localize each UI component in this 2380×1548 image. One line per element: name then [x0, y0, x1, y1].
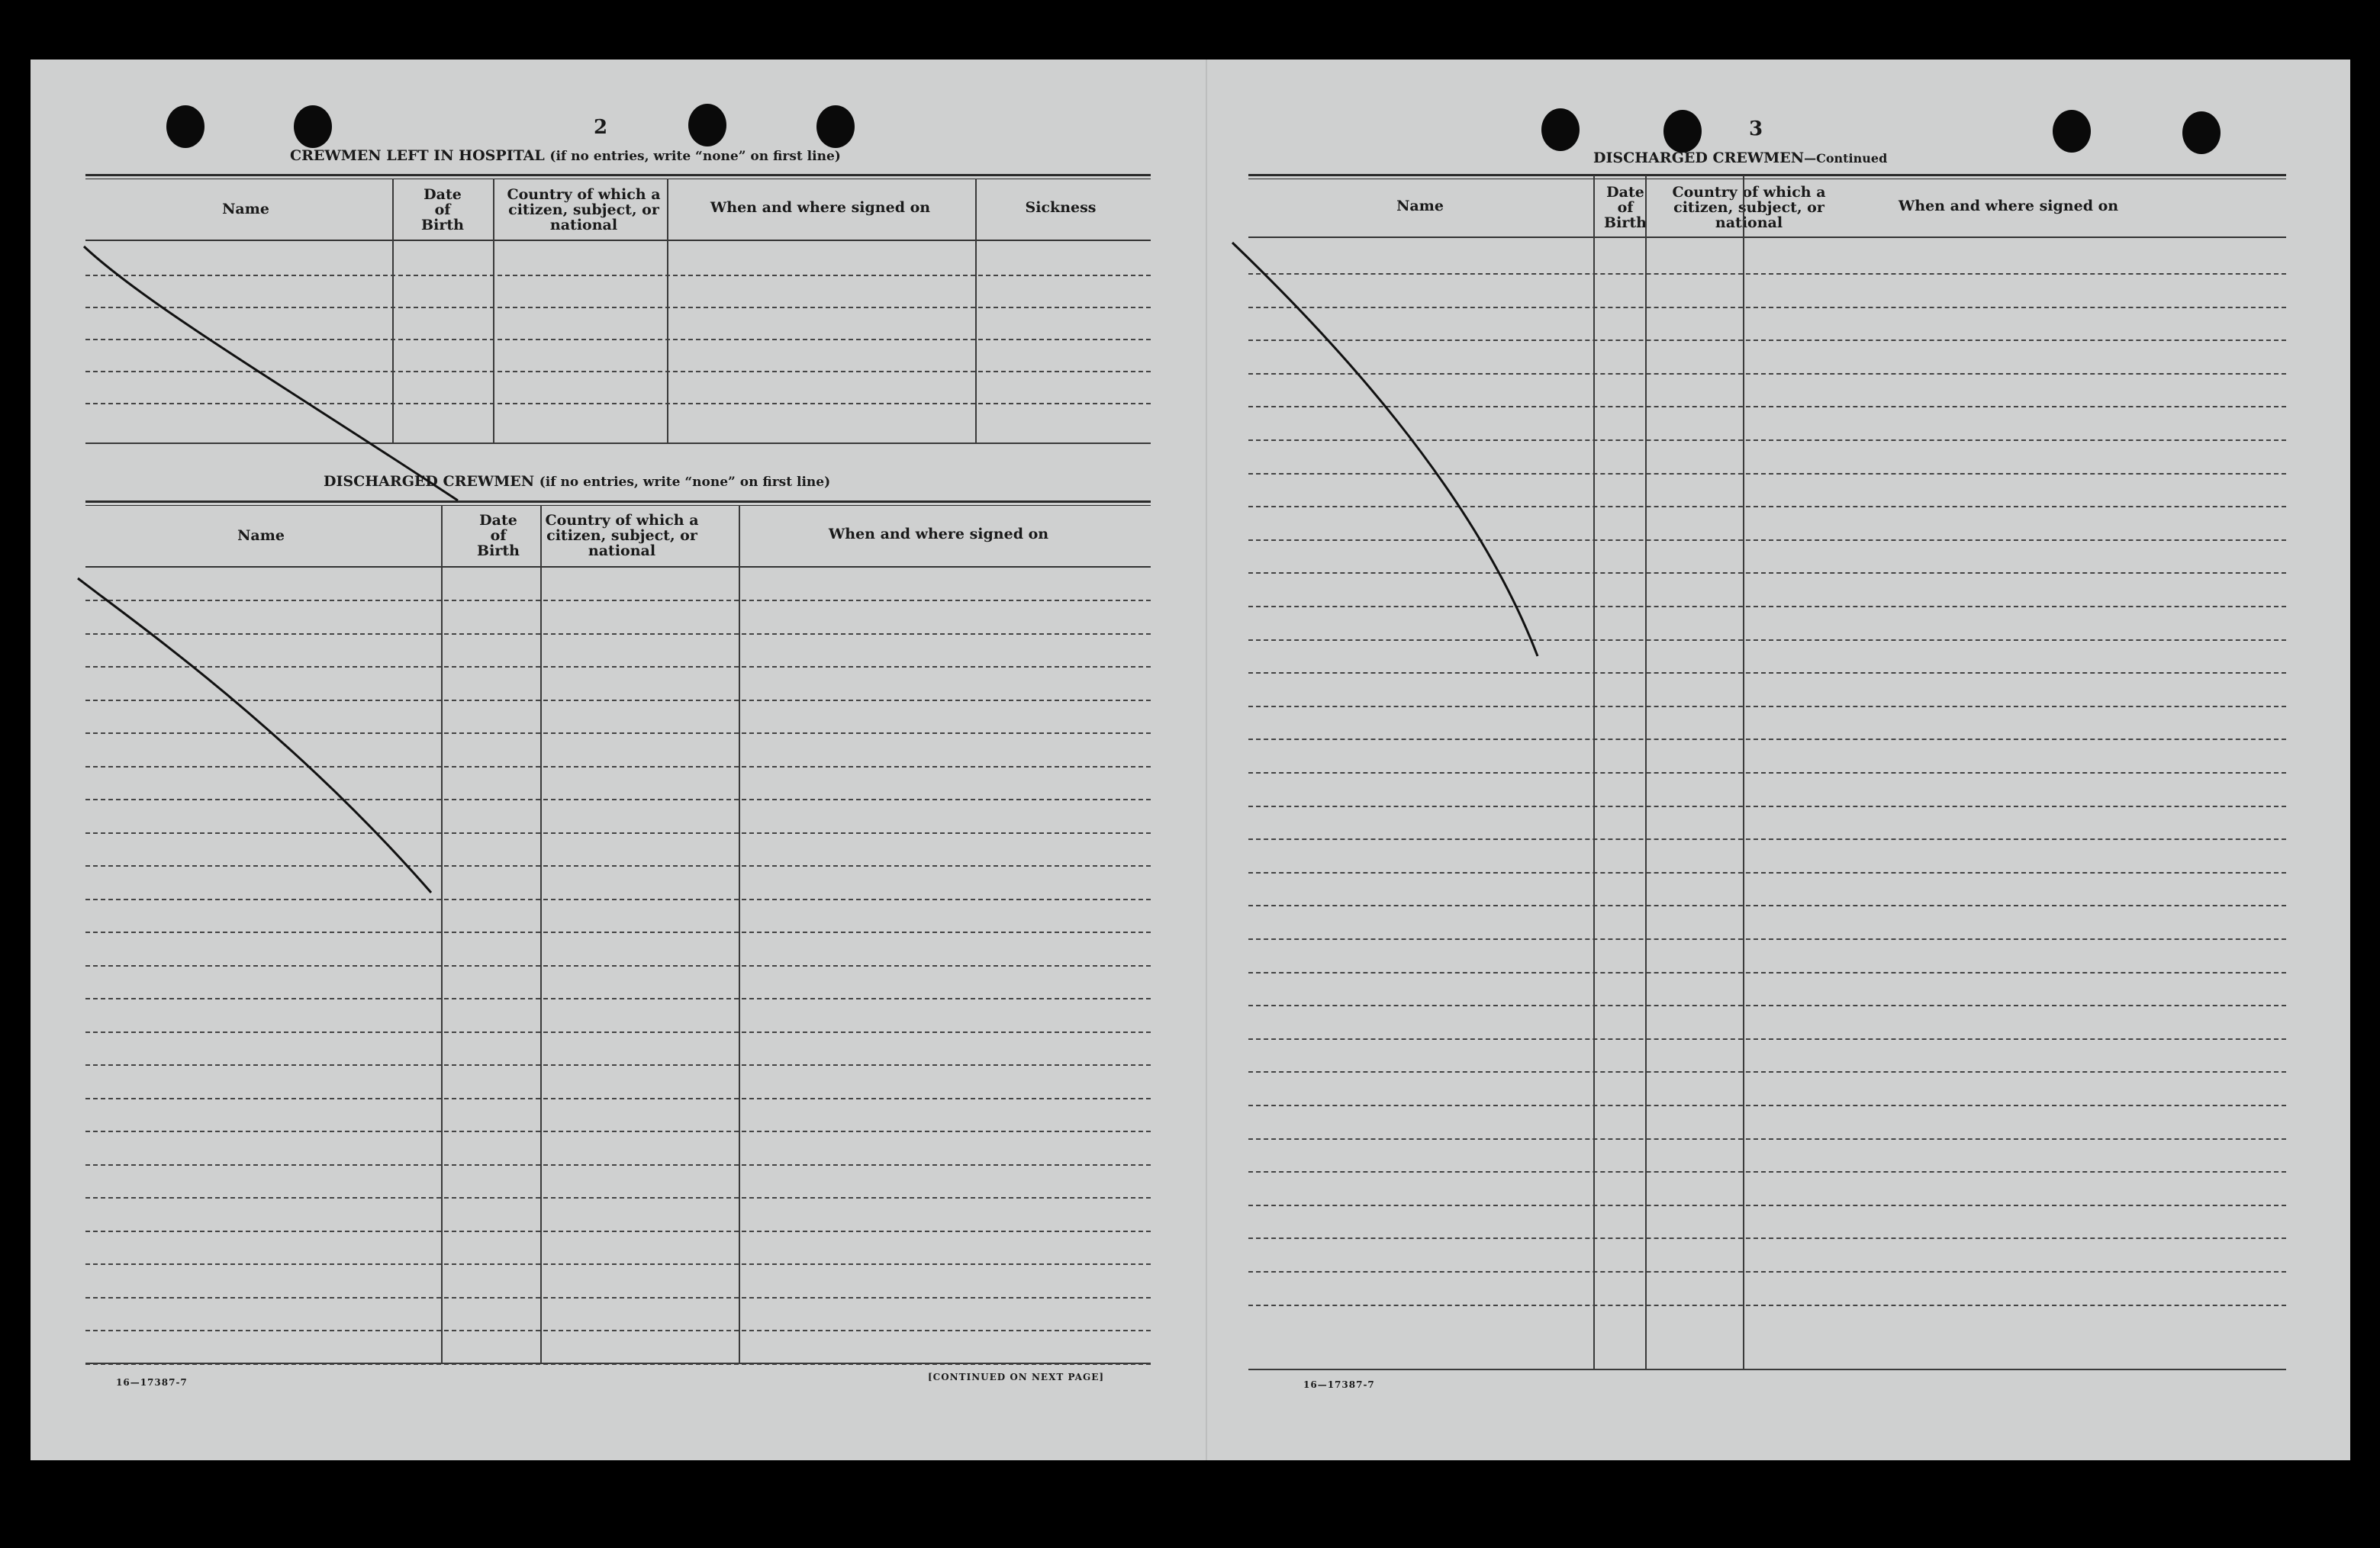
continued-note: [CONTINUED ON NEXT PAGE]	[928, 1372, 1105, 1382]
col-header-date-of-birth: Date of Birth	[421, 186, 464, 233]
form-number: 16—17387-7	[1303, 1379, 1375, 1390]
continued-suffix: —Continued	[1804, 151, 1888, 166]
page-number: 2	[594, 116, 608, 139]
discharged-continued-text: DISCHARGED CREWMEN	[1593, 150, 1805, 166]
hospital-title-text: CREWMEN LEFT IN HOSPITAL	[290, 147, 545, 164]
form-number: 16—17387-7	[116, 1377, 188, 1388]
form-sheet	[31, 60, 2350, 1460]
strike-marks	[31, 60, 2350, 1460]
col-header-name: Name	[222, 201, 269, 217]
hospital-instruction: (if no entries, write “none” on first line)	[549, 149, 841, 164]
col-header-name: Name	[1396, 198, 1444, 214]
col-header-date-of-birth: Date of Birth	[477, 512, 520, 559]
col-header-signed-on: When and where signed on	[828, 526, 1049, 542]
col-header-country: Country of which a citizen, subject, or national	[507, 186, 661, 233]
col-header-sickness: Sickness	[1025, 199, 1097, 216]
col-header-signed-on: When and where signed on	[1898, 198, 2119, 214]
page-number: 3	[1749, 117, 1763, 140]
col-header-name: Name	[237, 527, 285, 544]
col-header-country: Country of which a citizen, subject, or national	[545, 512, 699, 559]
col-header-date-of-birth: Date of Birth	[1604, 184, 1647, 231]
discharged-instruction: (if no entries, write “none” on first line)	[539, 475, 831, 490]
col-header-signed-on: When and where signed on	[710, 199, 931, 216]
discharged-strike-mark	[78, 578, 431, 893]
discharged-title-text: DISCHARGED CREWMEN	[324, 473, 535, 490]
continued-strike-mark	[1232, 243, 1538, 656]
hospital-strike-mark	[84, 246, 458, 500]
col-header-country: Country of which a citizen, subject, or national	[1672, 184, 1826, 231]
